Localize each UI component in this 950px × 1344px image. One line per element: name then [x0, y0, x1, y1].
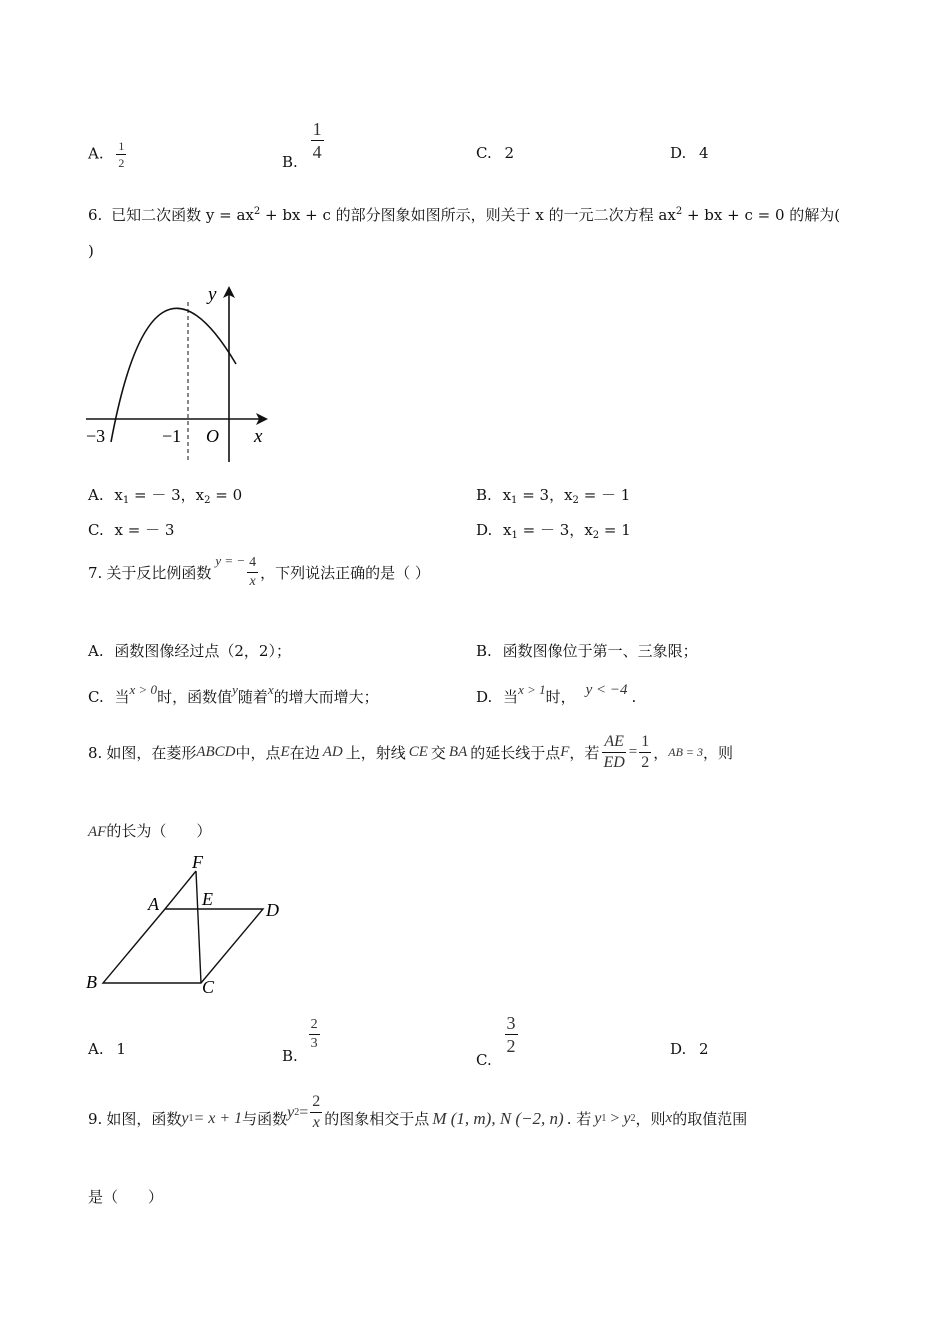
q6-stem-close: ) [88, 242, 94, 260]
q7-option-c-part1: 当 [114, 688, 130, 706]
q5-option-b-numerator: 1 [312, 119, 322, 139]
q6-option-b [476, 484, 630, 506]
q7-option-d [476, 682, 637, 707]
q8-ratio-fraction [601, 734, 626, 771]
q9-stem-line2: 是（ ） [88, 1188, 164, 1206]
q7-option-d-cond: x > 1 [518, 682, 546, 697]
q9-y2: y [287, 1103, 295, 1121]
q8-half-fraction [639, 734, 651, 771]
q6-option-d-sub1: 1 [511, 530, 518, 541]
q8-option-d-label: D. [670, 1040, 687, 1058]
q5-option-c [476, 144, 514, 162]
q9-stem-s1: 如图，函数 [106, 1110, 182, 1128]
q7-option-a-text: 函数图像经过点（2，2）； [114, 642, 291, 660]
q5-option-d-label: D. [670, 144, 687, 162]
q7-function-numerator: 4 [247, 556, 258, 573]
q9-points: M (1, m), N (−2, n) [432, 1108, 564, 1128]
q7-option-b-label: B. [476, 642, 492, 660]
q7-option-c-part4: 的增大而增大； [273, 688, 379, 706]
q6-parabola-curve [111, 308, 236, 442]
q7-number: 7. [88, 563, 103, 582]
q9-stem-s2: 与函数 [242, 1110, 288, 1128]
q6-option-a-val1: = － 3， [129, 486, 196, 504]
q6-option-b-val1: = 3， [517, 486, 565, 504]
q8-ratio-numerator: AE [602, 734, 626, 753]
q9-y2-fraction [310, 1094, 322, 1131]
q7-function-lhs: y = − [215, 552, 246, 568]
q5-option-a-fraction [116, 140, 126, 169]
q9-stem-s5: ，则 [635, 1110, 666, 1128]
q5-option-b-label: B. [282, 152, 298, 171]
q6-y-label: y [208, 284, 217, 305]
q8-e: E [280, 744, 290, 760]
q8-label-b: B [86, 972, 97, 992]
q8-ratio-denominator: ED [603, 754, 625, 771]
q6-option-d-sub2: 2 [592, 530, 600, 541]
q6-option-c-label: C. [88, 521, 104, 539]
q9-y2-eq: = [299, 1103, 309, 1121]
q7-option-c-y: y [232, 682, 238, 697]
q7-option-b-text: 函数图像位于第一、三象限； [502, 642, 698, 660]
q9-y2-sub: 2 [294, 1107, 300, 1118]
q7-option-a [88, 640, 291, 661]
q9-stem-s4: . 若 [566, 1110, 592, 1128]
q6-option-d-val2: = 1 [599, 521, 631, 539]
q9-stem-s6: 的取值范围 [672, 1110, 748, 1128]
q5-option-b [282, 119, 326, 171]
q7-option-c-x: x [267, 682, 274, 697]
q6-option-b-label: B. [476, 486, 492, 504]
q6-number: 6. [88, 206, 103, 224]
q6-option-a-val2: = 0 [210, 486, 243, 504]
q7-option-b [476, 640, 698, 661]
q8-label-f: F [192, 852, 203, 872]
q8-ad: AD [322, 744, 343, 760]
q8-option-b-numerator: 2 [309, 1018, 320, 1035]
q8-option-d-value: 2 [699, 1040, 709, 1058]
q8-option-c-label: C. [476, 1050, 492, 1069]
q5-option-b-denominator: 4 [312, 142, 322, 162]
q6-stem-part3: + bx + c = 0 的解为( [682, 206, 841, 224]
q6-option-b-val2: = － 1 [578, 486, 631, 504]
q8-stem-s5: 交 [430, 744, 446, 762]
q7-stem [88, 552, 430, 589]
q8-option-c-numerator: 3 [506, 1013, 516, 1033]
q8-label-e: E [202, 889, 213, 909]
q6-option-b-sub2: 2 [572, 495, 579, 506]
q8-stem-s9: ，则 [703, 744, 734, 762]
q9-cmp-b-sub: 2 [630, 1113, 636, 1124]
q7-option-c-part3: 随着 [237, 688, 268, 706]
q7-stem-part2: ，下列说法正确的是（ ） [260, 564, 430, 582]
q5-option-a [88, 140, 128, 169]
q9-y2-numerator: 2 [310, 1094, 322, 1113]
q7-option-d-part2: 时， [545, 688, 576, 706]
q7-option-c-part2: 时，函数值 [157, 688, 233, 706]
q8-stem-s3: 在边 [289, 744, 320, 762]
q8-stem-s8: ， [653, 744, 669, 762]
q9-stem-s3: 的图象相交于点 [324, 1110, 430, 1128]
q6-axis-label: −1 [162, 426, 182, 446]
q7-option-d-part3: . [631, 688, 637, 706]
q6-stem-part1: 已知二次函数 y = ax [111, 206, 254, 224]
q5-option-c-value: 2 [504, 144, 515, 162]
q9-cmp-op: > [606, 1109, 624, 1127]
q8-rhombus [103, 909, 263, 983]
q6-stem [88, 204, 840, 225]
q7-function-denominator: x [249, 574, 256, 589]
q7-option-d-label: D. [476, 688, 493, 706]
q6-option-d-x2: x [584, 521, 593, 539]
q9-cmp-b: y [623, 1109, 631, 1127]
q6-option-d-label: D. [476, 521, 493, 539]
q8-option-b-denominator: 3 [310, 1036, 318, 1051]
q9-y2-denominator: x [312, 1114, 320, 1131]
q9-cmp-a: y [594, 1109, 602, 1127]
q5-option-a-denominator: 2 [118, 156, 125, 170]
q6-origin-label: O [206, 426, 219, 446]
q8-stem-s1: 如图，在菱形 [106, 744, 197, 762]
q5-option-b-fraction [311, 120, 324, 161]
q7-option-c-cond: x > 0 [129, 682, 158, 697]
q8-half-denominator: 2 [641, 754, 650, 771]
q7-option-a-label: A. [88, 642, 104, 660]
q6-option-c-text: x = － 3 [114, 521, 175, 539]
q9-stem [88, 1093, 748, 1137]
q8-ab-eq: AB = 3 [668, 745, 704, 759]
q6-stem-sup1: 2 [253, 206, 261, 217]
q7-option-d-ineq: y < −4 [585, 682, 628, 698]
q8-stem-line2 [88, 820, 211, 841]
q8-option-c-fraction [505, 1014, 518, 1055]
q6-option-d [476, 519, 631, 541]
q6-option-c [88, 519, 174, 540]
q6-option-d-x1: x [503, 521, 512, 539]
q8-option-a [88, 1040, 126, 1058]
q8-option-b-label: B. [282, 1046, 298, 1065]
q9-y1-sub: 1 [188, 1113, 194, 1124]
q6-option-a-sub1: 1 [122, 495, 130, 506]
q6-option-a-label: A. [88, 486, 104, 504]
q5-option-a-label: A. [88, 144, 104, 163]
q8-half-numerator: 1 [639, 734, 651, 753]
q8-equals: = [628, 744, 638, 760]
q8-option-b [282, 1017, 322, 1065]
q6-option-b-x2: x [564, 486, 573, 504]
q7-option-c [88, 682, 379, 707]
q5-option-a-numerator: 1 [118, 139, 125, 153]
q8-stem [88, 734, 733, 771]
q6-option-a-x1: x [114, 486, 123, 504]
q8-stem-line2-rest: 的长为（ ） [106, 822, 212, 840]
q6-option-a-sub2: 2 [204, 495, 211, 506]
q8-stem-s4: 上，射线 [345, 744, 406, 762]
q8-stem-s6: 的延长线于点 [470, 744, 561, 762]
q6-option-b-x1: x [502, 486, 512, 504]
q6-root-label: −3 [86, 426, 106, 446]
q8-option-d [670, 1040, 709, 1058]
q8-stem-s2: 中，点 [235, 744, 281, 762]
q8-option-a-value: 1 [116, 1040, 126, 1058]
q8-line-ba-extended [165, 871, 196, 909]
q6-option-a [88, 484, 242, 506]
q7-stem-part1: 关于反比例函数 [106, 564, 212, 582]
q8-option-b-fraction [309, 1018, 320, 1051]
q8-option-c-denominator: 2 [506, 1036, 516, 1056]
q9-xvar: x [665, 1110, 673, 1126]
q8-label-c: C [202, 977, 215, 997]
q8-label-d: D [266, 900, 279, 920]
q6-stem-sup2: 2 [675, 206, 683, 217]
q6-stem-part2: + bx + c 的部分图象如图所示，则关于 x 的一元二次方程 ax [260, 206, 676, 224]
q8-ce: CE [408, 744, 428, 760]
q8-f: F [560, 744, 570, 760]
q9-number: 9. [88, 1109, 103, 1128]
q5-option-d [670, 144, 709, 162]
q6-option-a-x2: x [195, 486, 205, 504]
q8-rhombus-figure [82, 852, 292, 998]
q8-abcd: ABCD [196, 744, 236, 760]
q8-label-a: A [148, 894, 159, 914]
q5-option-c-label: C. [476, 144, 492, 162]
q7-function-fraction [247, 556, 258, 589]
q9-cmp-a-sub: 1 [601, 1113, 607, 1124]
q9-y2-expression [287, 1094, 324, 1131]
q6-option-b-sub1: 1 [511, 495, 518, 506]
q8-ba: BA [448, 744, 468, 760]
q8-ray-ce [196, 871, 201, 983]
q8-option-c [476, 1013, 520, 1069]
q8-number: 8. [88, 743, 103, 762]
q9-y1: y [181, 1109, 189, 1127]
q9-y1-rhs: = x + 1 [193, 1109, 243, 1127]
q8-stem-s7: ，若 [569, 744, 600, 762]
q5-option-d-value: 4 [699, 144, 709, 162]
q8-option-a-label: A. [88, 1040, 104, 1058]
q6-x-label: x [254, 426, 263, 447]
q7-option-c-label: C. [88, 688, 104, 706]
q7-option-d-part1: 当 [503, 688, 519, 706]
q6-option-d-val1: = － 3， [517, 521, 585, 539]
q8-af: AF [88, 824, 107, 840]
q6-parabola-graph [84, 282, 279, 466]
